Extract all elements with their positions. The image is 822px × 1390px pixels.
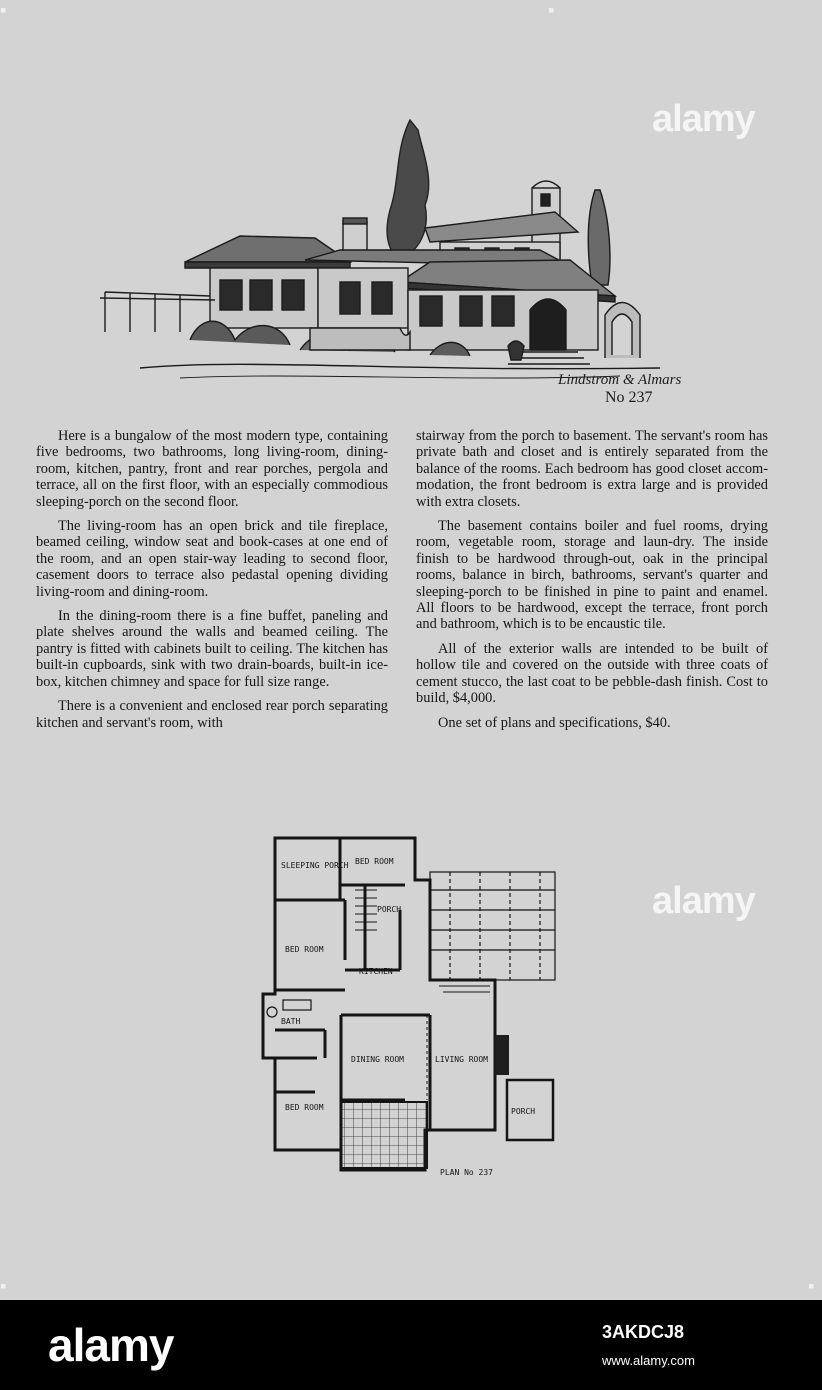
price-line: One set of plans and specifications, $40. [438,714,671,731]
bungalow-illustration [100,110,730,410]
room-label-bed-room-top: BED ROOM [355,857,394,866]
watermark-text: alamy [652,880,755,922]
corner-mark: ▪ [548,0,555,20]
room-label-sleeping-porch: SLEEPING PORCH [281,861,349,870]
paragraph: In the dining-room there is a fine buffet, paneling and plate shelves around the walls and beamed ceiling. The pantry is fitted with cabinets built to ceiling. The kitchen has built-in cupboards, sink with two drain-boards, built-in ice-box, kitchen chimney and space for full size range. [36,608,388,690]
illustrator-signature: Lindstrom & Almars [558,372,682,388]
room-label-bath: BATH [281,1017,301,1026]
room-label-porch-front: PORCH [511,1107,536,1116]
paragraph: All of the exterior walls are intended to be built of hollow tile and covered on the outside with three coats of cement stucco, the last coat to be pebble-dash finish. Cost to build, $4,000. [416,640,768,707]
design-number: No 237 [605,389,653,406]
paragraph: The basement contains boiler and fuel rooms, drying room, vegetable room, storage and laun-dry. The inside finish to be hardwood through-out, oak in the principal rooms, balance in birch, bathrooms, servant's quarter and sleeping-porch to be finished in pine to paint and enamel. All floors to be hardwood, except the terrace, front porch and bathroom, which is to be encaustic tile. [416,518,768,633]
description-left-column [36,428,388,739]
corner-mark: ▪ [0,0,7,20]
room-label-living-room: LIVING ROOM [435,1055,488,1064]
watermark-text: alamy [652,98,755,140]
description-right-column [416,428,768,739]
image-id: 3AKDCJ8 [602,1322,685,1342]
watermark-url: www.alamy.com [602,1353,695,1368]
paragraph: stairway from the porch to basement. The servant's room has private bath and closet and is entirely separated from the balance of the rooms. Each bedroom has good closet accom-modation, the front bedroom is extra large and is provided with extra closets. [416,428,768,510]
watermark-info [602,1322,695,1368]
corner-mark: ▪ [0,1276,7,1296]
room-label-bed-room-front: BED ROOM [285,1103,324,1112]
room-label-kitchen: KITCHEN [359,967,393,976]
paragraph: There is a convenient and enclosed rear porch separating kitchen and servant's room, with [36,698,388,731]
corner-mark: ▪ [808,1276,815,1296]
floor-plan [255,830,565,1190]
room-label-porch-rear: PORCH [377,905,402,914]
watermark-logo: alamy [48,1319,174,1371]
room-label-dining-room: DINING ROOM [351,1055,404,1064]
plan-number-label: PLAN No 237 [440,1168,493,1177]
paragraph: The living-room has an open brick and tile fireplace, beamed ceiling, window seat and book-cases at one end of the room, and an open stair-way leading to second floor, casement doors to terrace also pedastal opening dividing living-room and dining-room. [36,518,388,600]
room-label-bed-room-mid: BED ROOM [285,945,324,954]
paragraph: Here is a bungalow of the most modern type, containing five bedrooms, two bathrooms, long living-room, dining-room, kitchen, pantry, front and rear porches, pergola and terrace, all on the first floor, with an especially commodious sleeping-porch on the second floor. [36,428,388,510]
